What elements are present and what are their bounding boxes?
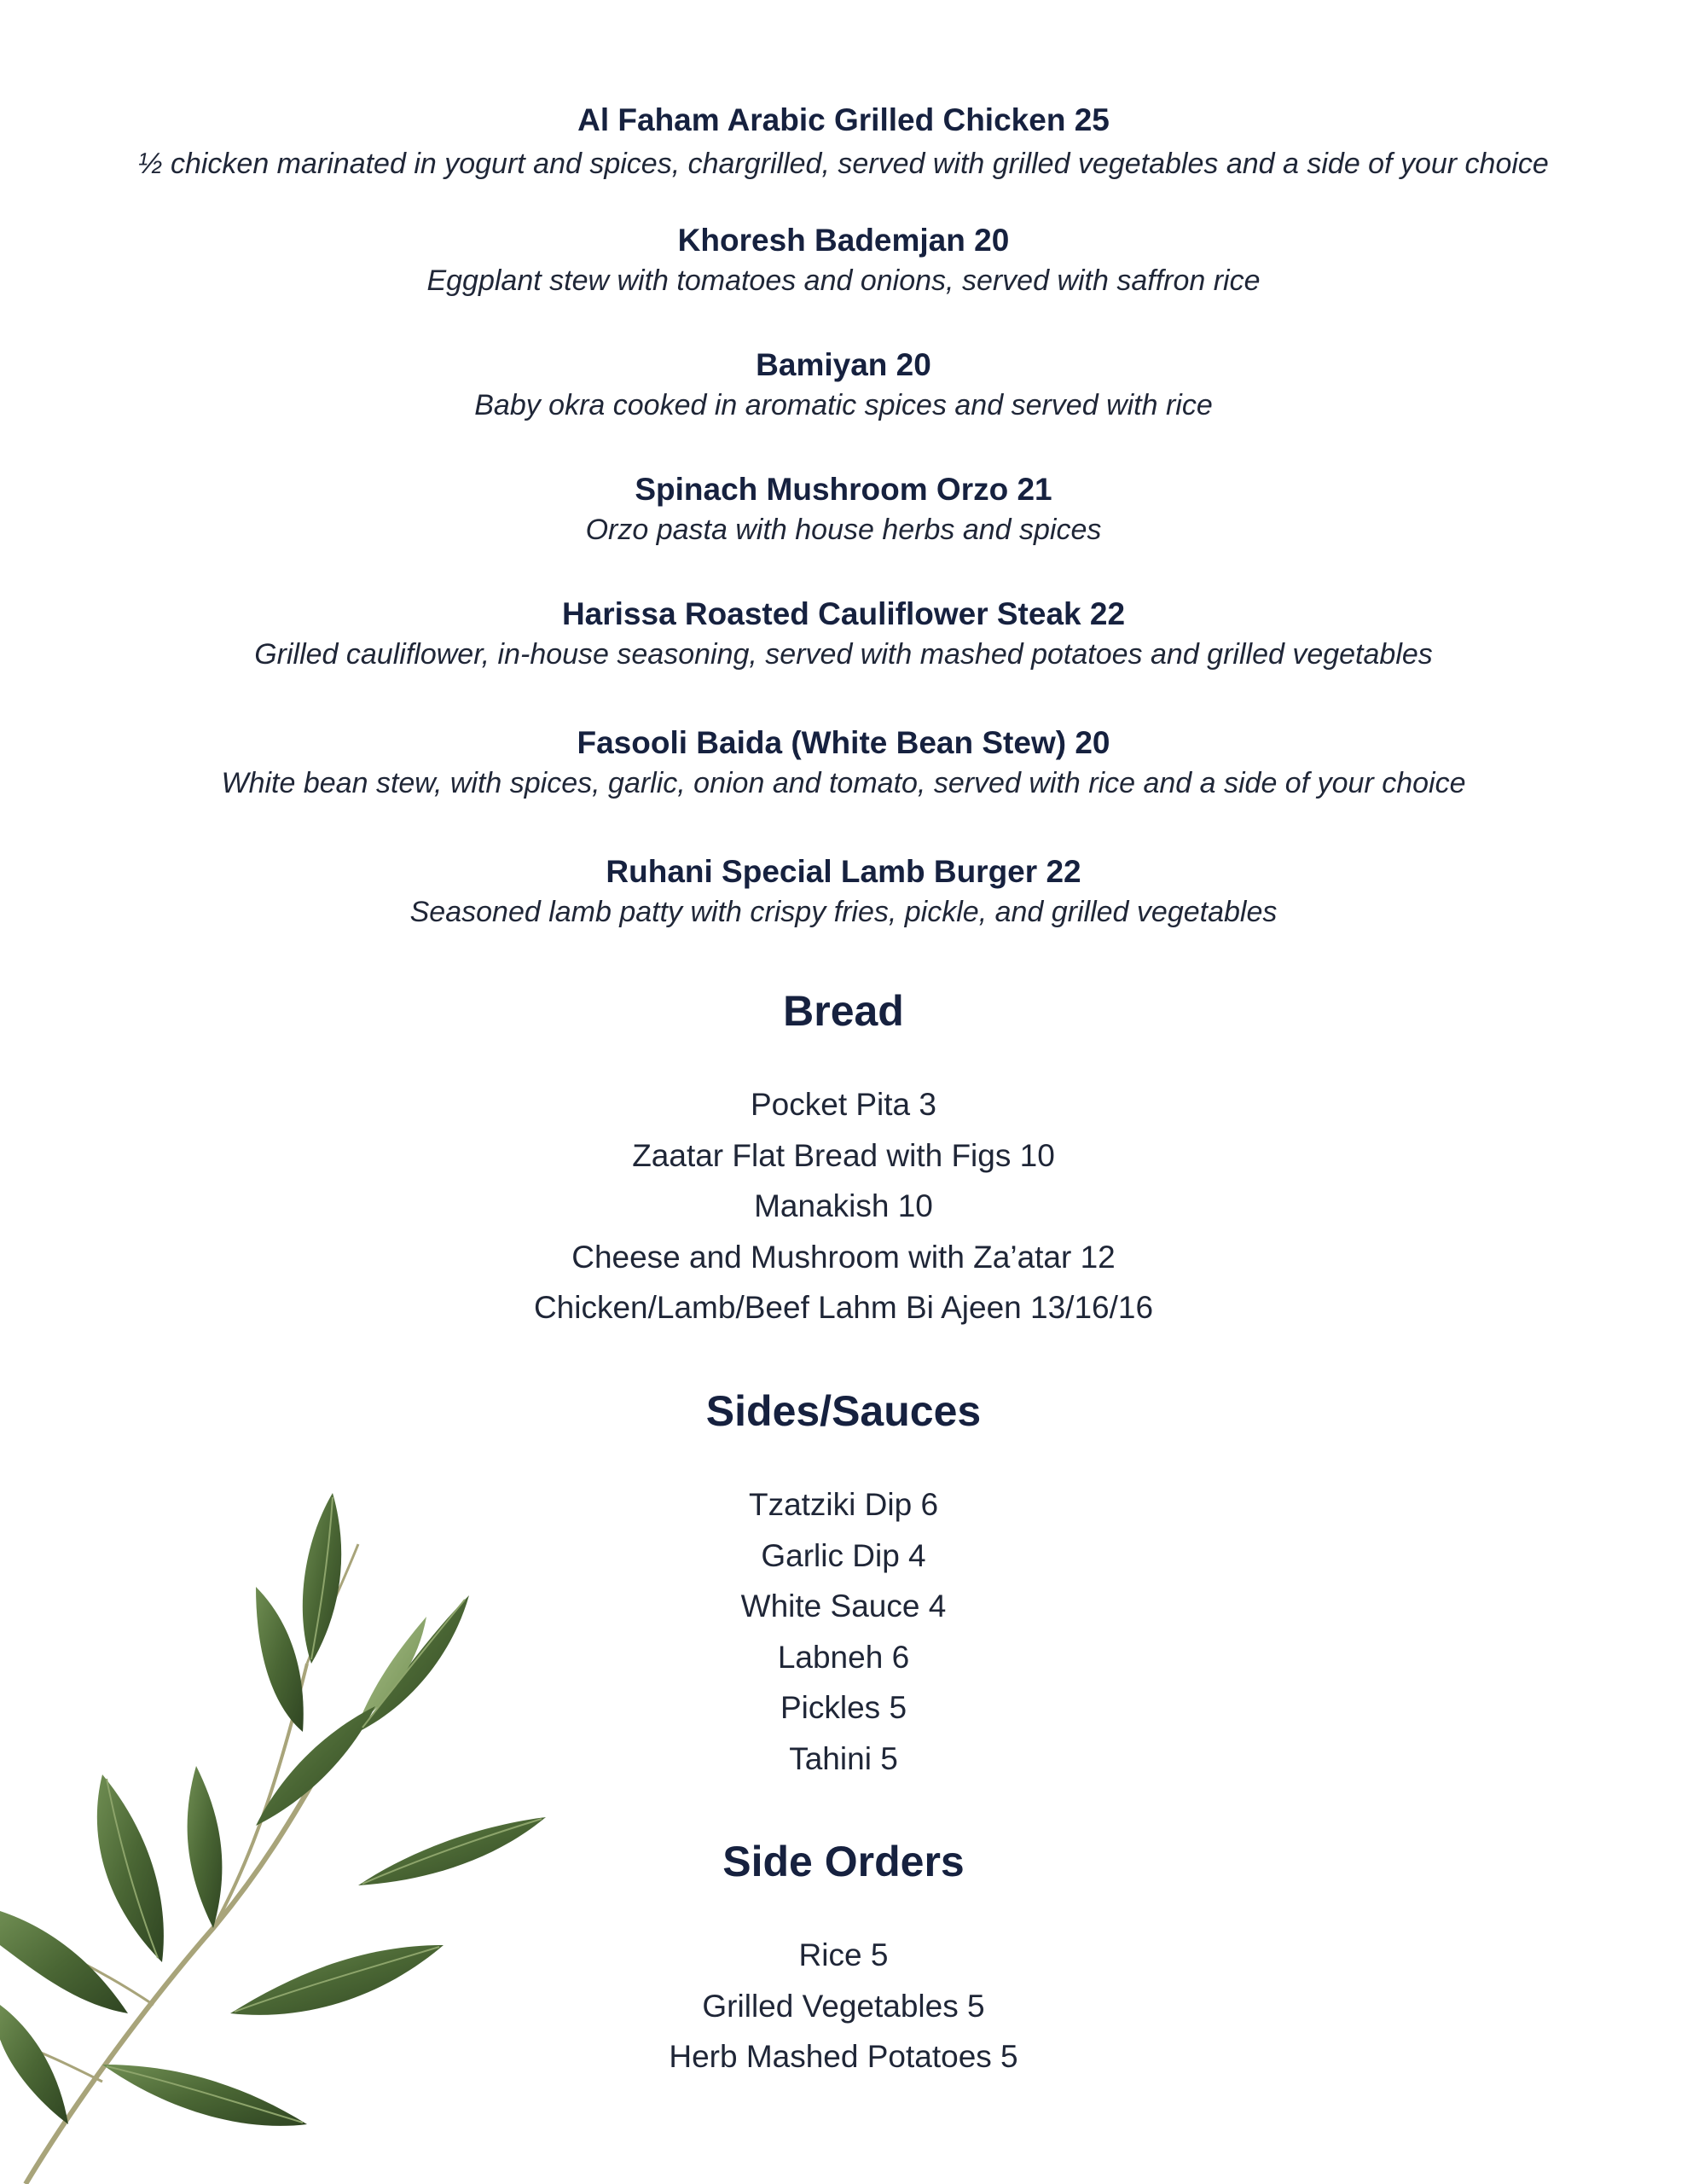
section-title-sides-sauces: Sides/Sauces <box>705 1387 982 1435</box>
list-item: Tahini 5 <box>789 1740 898 1776</box>
list-item: Pocket Pita 3 <box>750 1087 936 1122</box>
menu-item-description: Orzo pasta with house herbs and spices <box>585 514 1102 546</box>
list-item: Chicken/Lamb/Beef Lahm Bi Ajeen 13/16/16 <box>533 1290 1154 1325</box>
list-item: Zaatar Flat Bread with Figs 10 <box>632 1137 1055 1173</box>
menu-item-description: Baby okra cooked in aromatic spices and served with rice <box>474 389 1213 421</box>
list-item: Rice 5 <box>798 1937 889 1972</box>
menu-item <box>0 346 1687 424</box>
menu-item-description: Seasoned lamb patty with crispy fries, pickle, and grilled vegetables <box>409 896 1278 928</box>
section-title-side-orders: Side Orders <box>722 1838 965 1885</box>
list-item: Pickles 5 <box>780 1690 907 1725</box>
menu-item <box>0 101 1687 183</box>
menu-item-name: Bamiyan 20 <box>756 347 931 382</box>
menu-item <box>0 221 1687 299</box>
list-item: Labneh 6 <box>777 1639 910 1675</box>
list-item: Herb Mashed Potatoes 5 <box>669 2039 1018 2074</box>
list-item: Garlic Dip 4 <box>761 1537 926 1573</box>
menu-item <box>0 852 1687 931</box>
menu-item <box>0 595 1687 673</box>
list-item: White Sauce 4 <box>740 1589 947 1623</box>
menu-item-description: Grilled cauliflower, in-house seasoning, served with mashed potatoes and grilled vegetables <box>254 638 1433 671</box>
menu-item-name: Spinach Mushroom Orzo 21 <box>635 472 1052 507</box>
list-item: Cheese and Mushroom with Za’atar 12 <box>571 1239 1116 1275</box>
list-item: Grilled Vegetables 5 <box>702 1988 985 2024</box>
menu-item-name: Khoresh Bademjan 20 <box>677 223 1010 258</box>
menu-item-name: Ruhani Special Lamb Burger 22 <box>606 854 1081 889</box>
bread-list <box>0 1079 1687 1333</box>
menu-item <box>0 723 1687 802</box>
menu-item <box>0 470 1687 549</box>
section-title-bread: Bread <box>783 987 904 1035</box>
menu-item-description: White bean stew, with spices, garlic, onion and tomato, served with rice and a side of your choice <box>221 767 1466 799</box>
menu-item-name: Al Faham Arabic Grilled Chicken 25 <box>577 102 1110 137</box>
list-item: Tzatziki Dip 6 <box>748 1487 939 1522</box>
olive-branch-icon <box>0 1450 597 2184</box>
menu-item-name: Harissa Roasted Cauliflower Steak 22 <box>561 596 1126 631</box>
list-item: Manakish 10 <box>754 1188 933 1223</box>
menu-item-description: ½ chicken marinated in yogurt and spices, chargrilled, served with grilled vegetables and a side of your choice <box>138 148 1549 180</box>
menu-item-description: Eggplant stew with tomatoes and onions, served with saffron rice <box>426 264 1261 297</box>
menu-item-name: Fasooli Baida (White Bean Stew) 20 <box>577 725 1110 760</box>
